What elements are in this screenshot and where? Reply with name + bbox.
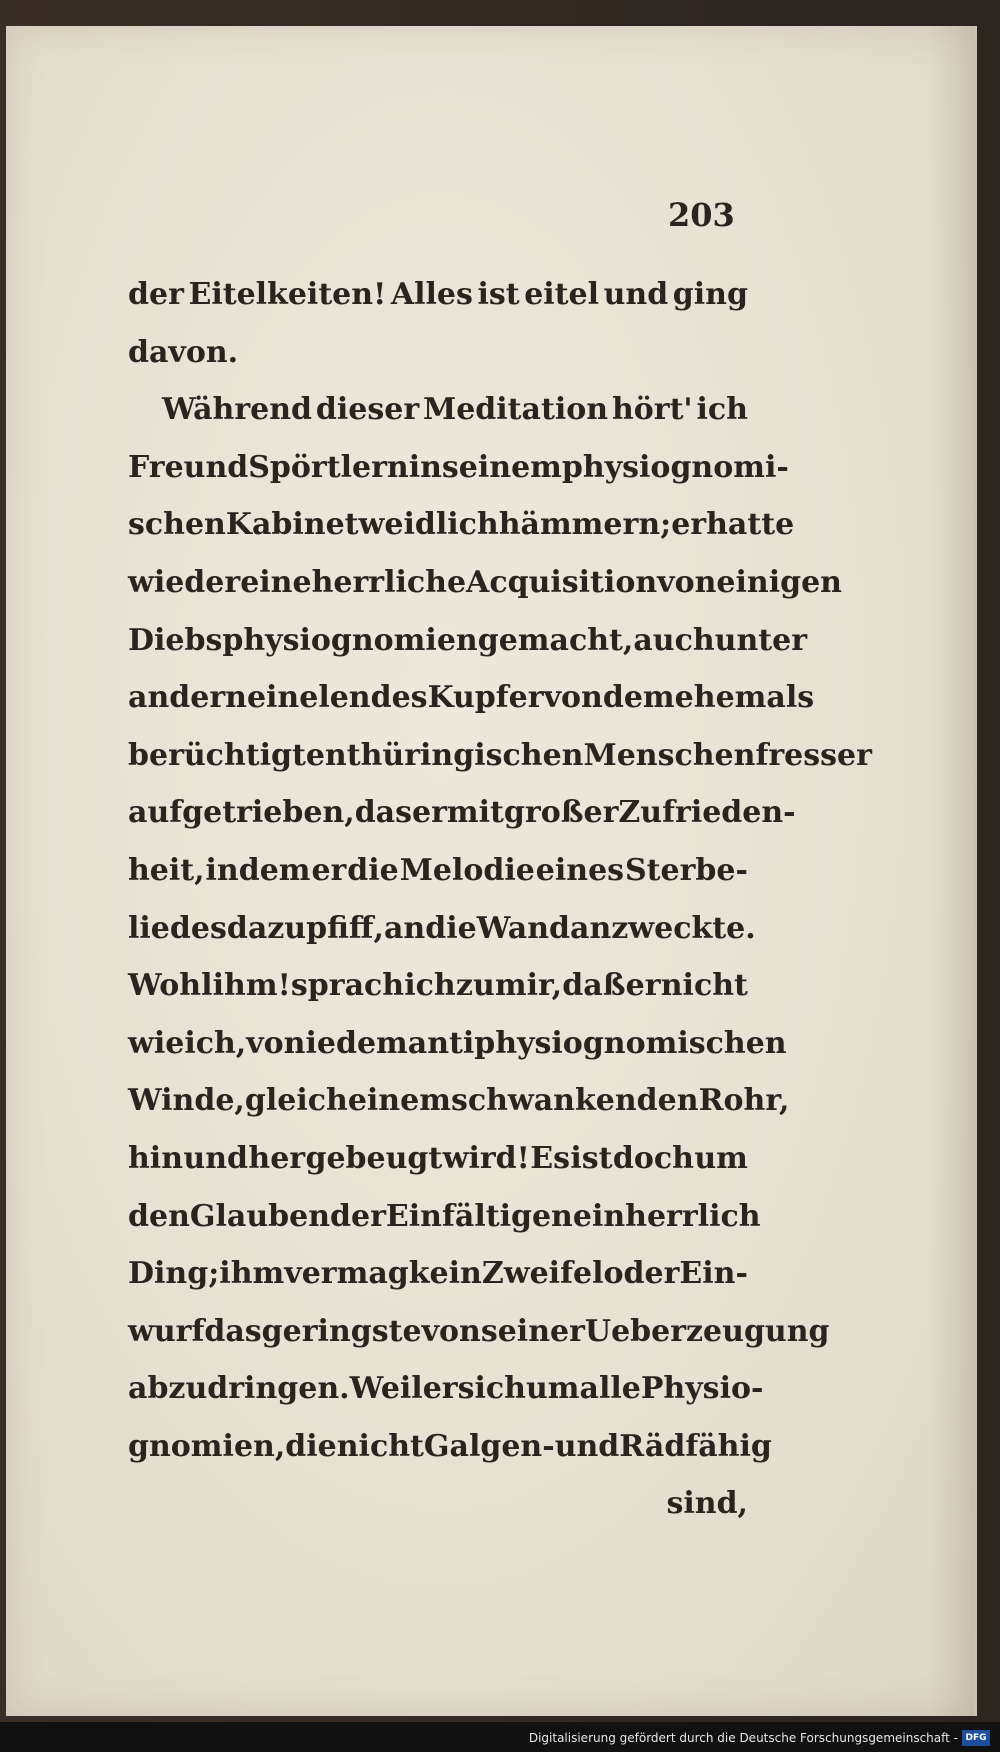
text-word: antiphysiognomischen [407,1025,787,1061]
text-word: Physio- [640,1371,764,1407]
text-word: Rädfähig [619,1428,772,1464]
text-word: Rohr, [698,1083,790,1119]
text-word: sich [457,1371,526,1407]
text-word: Melodie [399,852,535,888]
text-line [128,381,748,439]
text-word: nicht [336,1428,424,1464]
text-word: Ueberzeugung [584,1313,830,1349]
text-word: an [383,910,426,946]
text-word: die [285,1428,337,1464]
text-word: schwankenden [450,1083,699,1119]
text-word: Während [162,392,313,428]
text-word: ich [696,392,748,428]
text-line [128,1072,790,1130]
text-word: Ding; [128,1256,220,1292]
text-word: geringste [261,1313,422,1349]
text-word: vermag [284,1256,409,1292]
text-line [128,669,815,727]
text-word: Kupfer [427,680,544,716]
text-word: Winde, [128,1083,245,1119]
text-word: mir, [494,968,563,1004]
text-line [128,1188,761,1246]
text-word: Acquisition [466,564,658,600]
text-word: die [347,852,399,888]
text-word: ihm! [212,968,291,1004]
text-word: Menschenfresser [583,737,872,773]
text-line [128,612,808,670]
footer-bar [0,1722,1000,1752]
text-word: er [625,968,661,1004]
text-line [128,439,789,497]
text-word: hin [128,1140,184,1176]
text-line [128,727,872,785]
text-word: physiognomi- [561,449,789,485]
text-word: großer [503,795,619,831]
text-word: Wohl [128,968,213,1004]
text-word: er [311,852,347,888]
text-word: und [603,277,669,312]
text-word: Alles [390,277,473,312]
text-word: wie [128,1025,185,1061]
text-word: Galgen- [423,1428,555,1464]
text-word: um [694,1140,748,1176]
page-edge-shadow [926,26,974,1716]
text-line [128,496,795,554]
text-word: ging [672,277,748,312]
text-line [128,554,842,612]
text-word: die [425,910,477,946]
text-word: nicht [660,968,748,1004]
text-line [128,1130,748,1188]
text-word: ein [572,1198,626,1234]
text-word: Ein- [679,1256,748,1292]
text-word: ich, [184,1025,247,1061]
text-word: herrlich [625,1198,761,1234]
text-line [128,1245,748,1303]
text-word: Es [530,1140,570,1176]
text-word: iedem [305,1025,408,1061]
text-word: kein [408,1256,482,1292]
text-word: den [128,1198,190,1234]
text-line [128,842,748,900]
text-word: Zufrieden- [618,795,796,831]
text-line [128,957,748,1015]
text-word: eines [535,852,625,888]
text-word: herrliche [311,564,467,600]
text-word: ehemals [674,680,815,716]
footer-credit-text: Digitalisierung gefördert durch die Deutsche Forschungsgemeinschaft - [528,1731,958,1745]
text-word: heit, [128,852,205,888]
text-word: Meditation [423,392,609,428]
text-word: Freund [128,449,249,485]
book-page [6,26,977,1716]
text-word: Spörtlern [248,449,409,485]
text-word: das [204,1313,262,1349]
text-line [128,324,748,382]
text-word: sind, [666,1486,748,1522]
text-word: Eitelkeiten! [188,277,387,312]
text-word: daß [562,968,626,1004]
text-word: in [408,449,442,485]
text-word: von [246,1025,306,1061]
text-word: Kabinet [225,507,359,543]
text-word: einigen [716,564,842,600]
body-text [128,266,872,1533]
text-word: Zweifel [481,1256,604,1292]
text-word: um [525,1371,580,1407]
text-word: eitel [524,277,600,312]
text-word: doch [612,1140,694,1176]
text-line [128,1303,830,1361]
text-word: ihm [219,1256,285,1292]
text-word: gebeugt [305,1140,443,1176]
text-line [128,266,748,324]
text-word: der [330,1198,386,1234]
text-word: eine [240,564,312,600]
text-line [128,1475,748,1533]
text-word: von [657,564,717,600]
text-word: schen [128,507,226,543]
text-word: ein [246,680,300,716]
text-word: von [421,1313,481,1349]
text-word: zu [455,968,495,1004]
text-word: er [422,1371,458,1407]
text-word: seinem [441,449,562,485]
text-line [128,1418,772,1476]
text-word: gemacht, [477,622,634,658]
text-word: wurf [128,1313,205,1349]
text-line [128,1015,787,1073]
text-word: hämmern; [498,507,672,543]
text-word: ich [404,968,456,1004]
text-word: thüringischen [346,737,584,773]
text-word: Diebsphysiognomien [128,622,478,658]
text-line [128,1360,764,1418]
text-word: wird! [442,1140,530,1176]
text-word: abzudringen. [128,1371,350,1407]
text-word: seiner [480,1313,585,1349]
text-word: gleich [244,1083,348,1119]
text-word: anzweckte. [570,910,756,946]
text-word: wieder [128,564,241,600]
text-word: Glauben [189,1198,331,1234]
text-word: davon. [128,334,239,370]
text-word: oder [603,1256,680,1292]
text-word: berüchtigten [128,737,347,773]
text-word: das [354,795,412,831]
text-word: dieser [315,392,420,428]
page-number: 203 [668,196,735,234]
text-word: sprach [290,968,405,1004]
text-word: alle [579,1371,641,1407]
text-word: auch [633,622,715,658]
dfg-logo-icon: DFG [962,1730,990,1746]
text-word: indem [205,852,311,888]
text-word: andern [128,680,247,716]
text-line [128,900,756,958]
text-word: von [543,680,603,716]
text-word: mit [446,795,504,831]
text-word: unter [714,622,808,658]
text-word: weidlich [358,507,499,543]
text-word: und [183,1140,249,1176]
text-word: Sterbe- [624,852,748,888]
text-word: hatte [706,507,795,543]
text-word: Wand [476,910,570,946]
text-word: elendes [299,680,428,716]
text-word: liedes [128,910,227,946]
text-word: ist [477,277,520,312]
text-word: pfiff, [306,910,384,946]
text-word: Weil [349,1371,423,1407]
text-line [128,784,796,842]
text-word: ist [570,1140,613,1176]
text-word: hört' [611,392,693,428]
text-word: dem [602,680,675,716]
text-word: er [671,507,707,543]
text-word: einem [347,1083,451,1119]
text-word: und [554,1428,620,1464]
text-word: der [128,277,184,312]
text-word: dazu [226,910,307,946]
text-word: er [412,795,447,831]
text-word: her [248,1140,306,1176]
text-word: gnomien, [128,1428,286,1464]
text-word: aufgetrieben, [128,795,355,831]
text-word: Einfältigen [385,1198,573,1234]
